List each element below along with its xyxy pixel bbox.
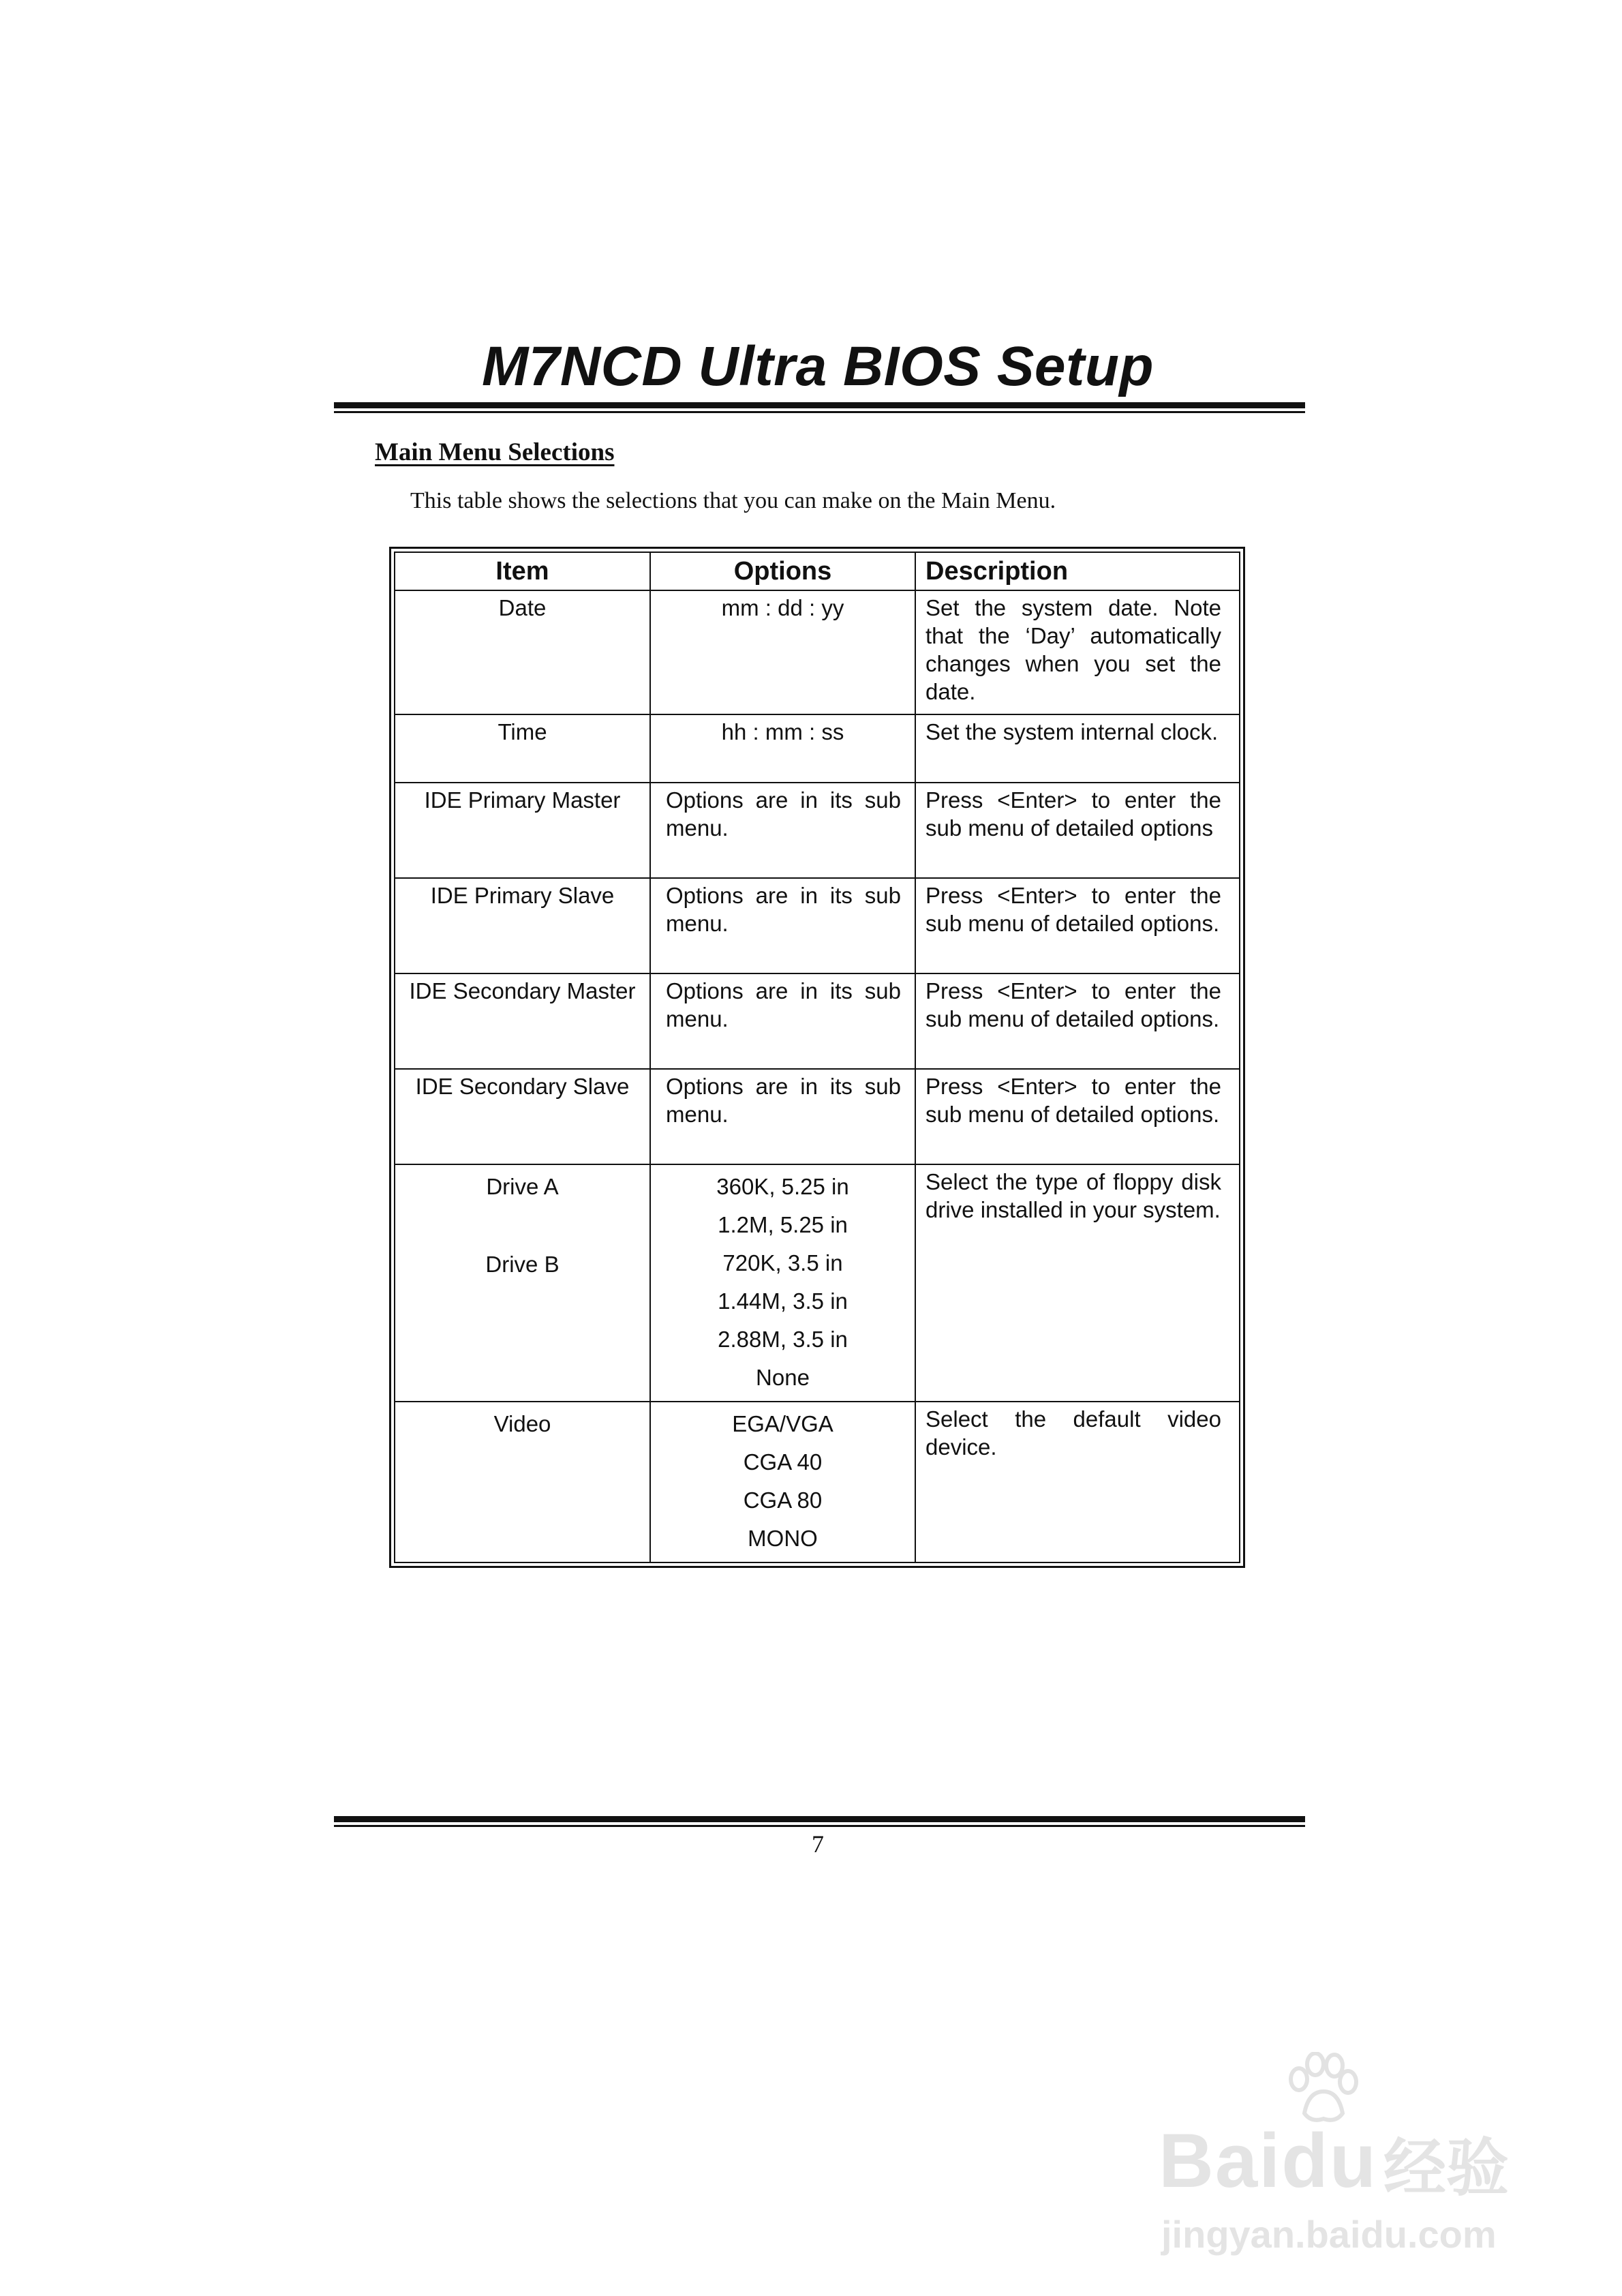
option-value: None: [756, 1365, 810, 1390]
description-cell: Set the system internal clock.: [915, 714, 1240, 783]
item-name: IDE Primary Master: [424, 787, 621, 813]
section-heading: Main Menu Selections: [375, 438, 615, 466]
table-row: [395, 783, 1240, 878]
table-row: [395, 590, 1240, 714]
table-row: [395, 878, 1240, 973]
table-row: [395, 973, 1240, 1069]
column-header-description: Description: [915, 552, 1240, 590]
description-cell: Press <Enter> to enter the sub menu of detailed options.: [915, 1069, 1240, 1164]
page-title: M7NCD Ultra BIOS Setup: [482, 335, 1154, 397]
item-name: Drive B: [485, 1252, 560, 1277]
table-row: [395, 1164, 1240, 1402]
option-value: MONO: [748, 1526, 818, 1551]
table-header-row: [395, 552, 1240, 590]
paw-icon: [1281, 2052, 1363, 2127]
watermark-url: jingyan.baidu.com: [1161, 2213, 1497, 2256]
item-name: Date: [498, 595, 547, 620]
item-name: IDE Secondary Master: [409, 978, 636, 1003]
option-value: 360K, 5.25 in: [716, 1174, 849, 1199]
options-cell: [650, 714, 915, 783]
item-cell: [395, 1069, 650, 1164]
item-cell: [395, 1402, 650, 1562]
options-cell: Options are in its sub menu.: [650, 973, 915, 1069]
options-cell: Options are in its sub menu.: [650, 878, 915, 973]
option-value: 720K, 3.5 in: [722, 1250, 843, 1275]
item-name: Video: [493, 1411, 551, 1436]
baidu-watermark: [1159, 2052, 1540, 2270]
options-cell: Options are in its sub menu.: [650, 783, 915, 878]
intro-text: This table shows the selections that you can make on the Main Menu.: [410, 488, 1056, 513]
description-cell: Press <Enter> to enter the sub menu of detailed options.: [915, 973, 1240, 1069]
options-cell: [650, 590, 915, 714]
table-row: [395, 714, 1240, 783]
option-value: mm : dd : yy: [721, 595, 844, 620]
item-cell: [395, 590, 650, 714]
options-cell: Options are in its sub menu.: [650, 1069, 915, 1164]
table-row: [395, 1069, 1240, 1164]
option-value: 1.2M, 5.25 in: [718, 1212, 848, 1237]
description-cell: Press <Enter> to enter the sub menu of detailed options.: [915, 878, 1240, 973]
page-number: 7: [812, 1830, 824, 1858]
main-menu-table: [394, 552, 1240, 1563]
option-value: 2.88M, 3.5 in: [718, 1327, 848, 1352]
item-name: Time: [498, 719, 547, 744]
watermark-brand: Baidu: [1159, 2118, 1378, 2203]
item-name: Drive A: [486, 1174, 559, 1199]
column-header-item: Item: [395, 552, 650, 590]
item-name: IDE Primary Slave: [430, 883, 615, 908]
column-header-options: Options: [650, 552, 915, 590]
option-value: hh : mm : ss: [721, 719, 844, 744]
description-cell: Select the default video device.: [915, 1402, 1240, 1562]
header-rule-thin: [334, 411, 1305, 413]
options-cell: [650, 1402, 915, 1562]
table-row: [395, 1402, 1240, 1562]
description-cell: Select the type of floppy disk drive installed in your system.: [915, 1164, 1240, 1402]
option-value: 1.44M, 3.5 in: [718, 1288, 848, 1314]
footer-rule-thin: [334, 1825, 1305, 1827]
option-value: EGA/VGA: [732, 1411, 833, 1436]
options-cell: [650, 1164, 915, 1402]
watermark-brand-cn: 经验: [1383, 2134, 1510, 2203]
item-cell: [395, 973, 650, 1069]
description-cell: Set the system date. Note that the ‘Day’ automatically changes when you set the date.: [915, 590, 1240, 714]
option-value: CGA 40: [743, 1449, 823, 1475]
item-cell: [395, 878, 650, 973]
option-value: CGA 80: [743, 1487, 823, 1513]
item-cell: [395, 783, 650, 878]
main-menu-table-frame: [389, 547, 1245, 1568]
item-cell: [395, 714, 650, 783]
header-rule-thick: [334, 402, 1305, 408]
item-cell: [395, 1164, 650, 1402]
description-cell: Press <Enter> to enter the sub menu of detailed options: [915, 783, 1240, 878]
item-name: IDE Secondary Slave: [415, 1074, 630, 1099]
footer-rule-thick: [334, 1816, 1305, 1822]
